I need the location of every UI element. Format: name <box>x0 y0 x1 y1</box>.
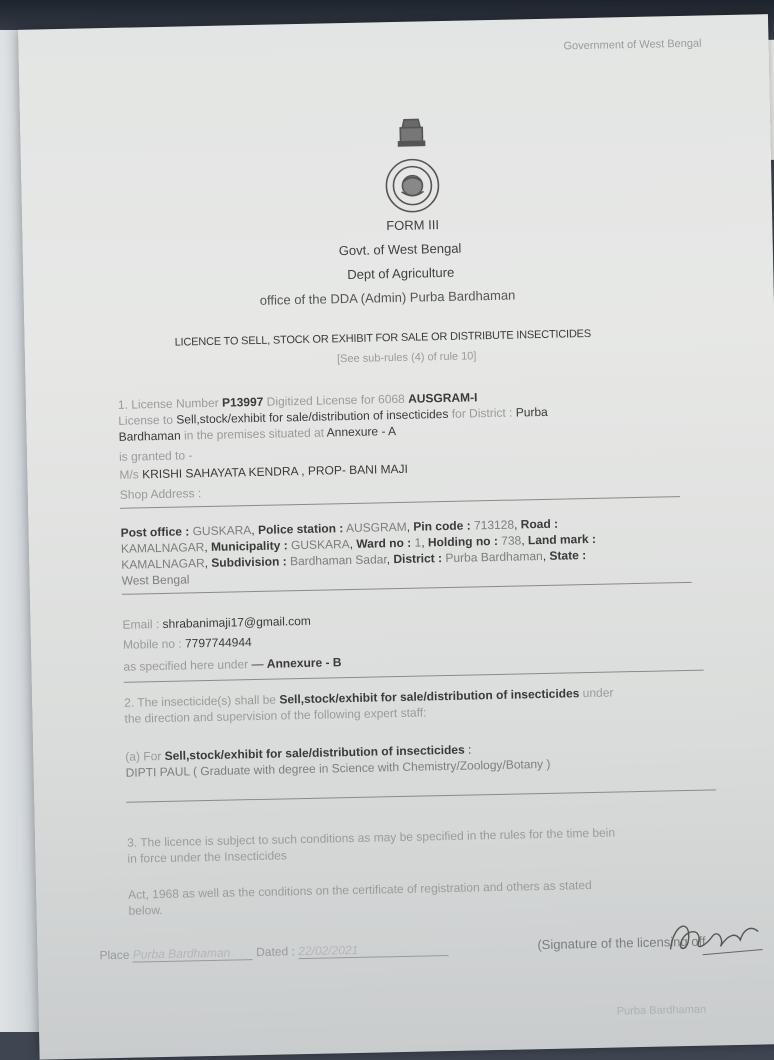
specified-label: as specified here under <box>123 657 249 674</box>
rule-reference: [See sub-rules (4) of rule 10] <box>336 350 477 366</box>
sub-a-activity: Sell,stock/exhibit for sale/distribution of insecticides <box>164 742 465 763</box>
ward-label: Ward no : <box>356 535 412 551</box>
top-faint-text: Government of West Bengal <box>563 37 702 53</box>
office-name: office of the DDA (Admin) Purba Bardhaman <box>259 287 516 308</box>
police-station: AUSGRAM <box>345 519 407 536</box>
divider-line-2 <box>122 582 692 595</box>
place-value: Purba Bardhaman <box>133 945 253 963</box>
road: KAMALNAGAR <box>120 540 205 556</box>
section2-intro: 2. The insecticide(s) shall be <box>124 692 277 710</box>
mobile: 7797744944 <box>184 635 252 651</box>
handwritten-signature-icon <box>662 909 773 961</box>
granted-to-label: is granted to - <box>118 448 193 464</box>
dept-name: Dept of Agriculture <box>347 264 455 283</box>
dated-value: 22/02/2021 <box>298 941 448 959</box>
license-district-label: for District : <box>451 405 513 421</box>
po-label: Post office : <box>120 524 190 540</box>
road-label: Road : <box>520 516 559 532</box>
license-digitized-text: Digitized License for 6068 <box>266 391 405 409</box>
government-emblem-icon <box>378 113 446 224</box>
license-number-label: 1. License Number <box>117 395 219 412</box>
holding-label: Holding no : <box>427 533 499 550</box>
divider-line-4 <box>126 789 716 802</box>
email: shrabanimaji17@gmail.com <box>162 613 311 631</box>
section2-direction: the direction and supervision of the following expert staff: <box>124 705 427 726</box>
holding-no: 738 <box>501 533 522 548</box>
landmark: KAMALNAGAR <box>121 556 205 572</box>
expert-staff-name: DIPTI PAUL <box>125 764 190 780</box>
landmark-label: Land mark : <box>527 531 597 548</box>
govt-name: Govt. of West Bengal <box>338 240 462 259</box>
pin-code: 713128 <box>473 517 515 533</box>
premises-label: in the premises situated at <box>183 425 325 443</box>
licensee-name: KRISHI SAHAYATA KENDRA , PROP- BANI MAJI <box>141 461 409 482</box>
shop-address-label: Shop Address : <box>119 486 202 502</box>
sub-a-colon: : <box>467 742 472 757</box>
district-label: District : <box>393 551 443 567</box>
section3-line3: Act, 1968 as well as the conditions on the certificate of registration and others as stated <box>128 878 592 902</box>
section2-under: under <box>582 685 614 701</box>
annexure-b: Annexure - B <box>266 655 342 671</box>
municipality: GUSKARA <box>290 537 350 553</box>
license-to-label: License to <box>118 412 174 428</box>
state-label: State : <box>549 548 587 563</box>
email-label: Email : <box>122 617 160 632</box>
section2-activity: Sell,stock/exhibit for sale/distribution of insecticides <box>279 686 580 707</box>
licence-title: LICENCE TO SELL, STOCK OR EXHIBIT FOR SALE OR DISTRIBUTE INSECTICIDES <box>174 327 592 349</box>
expert-staff-qualification: ( Graduate with degree in Science with Chemistry/Zoology/Botany ) <box>192 756 551 779</box>
ps-label: Police station : <box>257 521 344 537</box>
place-label: Place <box>99 947 130 963</box>
form-number: FORM III <box>386 217 440 234</box>
licence-document: Government of West Bengal FORM III Govt. of West Bengal Dept of Agriculture office of the DDA (Admin) Purba Bardhaman LICENCE TO SELL, STOCK OR EXHIBIT FOR SALE OR DISTRIBUTE INSECTICIDES [See sub-rules (4) of rule 10] 1. License Number P13997 Digitized License for 6068 AUSGRAM-I License to Sell,stock/exhibit for sale/distribution of insecticides for District : Purba Bardhaman in the premises situated at Annexure - A is granted to - M/s KRISHI SAHAYATA KENDRA , PROP- BANI MAJI Shop Address : Post office : GUSKARA, Police station : AUSGRAM, Pin code : 713128, Road : KAMALNAGAR, Municipality : GUSKARA, Ward no : 1, Holding no : 738, Land mark : KAMALNAGAR, Subdivision : Bardhaman Sadar, District : Purba Bardhaman, State : West Bengal Email : shrabanimaji17@gmail.com Mobile no : 7797744944 as specified here under — Annexure - B 2. The insecticide(s) shall be Sell,stock/exhibit for sale/distribution of insecticides under the direction and supervision of the following expert staff: (a) For Sell,stock/exhibit for sale/distribution of insecticides : DIPTI PAUL ( Graduate with degree in Science with Chemistry/Zoology/Botany ) 3. The licence is subject to such conditions as may be specified in the rules for the time bein in force under the Insecticides Act, 1968 as well as the conditions on the certificate of registration and others as stated below. Place Purba Bardhaman Dated : 22/02/2021 (Signature of the licensing off Purba Bardhaman <box>18 14 774 1059</box>
section3-line4: below. <box>128 903 163 918</box>
mobile-label: Mobile no : <box>122 636 182 652</box>
license-number: P13997 <box>221 394 264 410</box>
pin-label: Pin code : <box>413 518 471 534</box>
muni-label: Municipality : <box>210 538 288 554</box>
annexure-a: Annexure - A <box>326 424 397 440</box>
section3-line1: 3. The licence is subject to such conditions as may be specified in the rules for the time bein <box>126 825 616 850</box>
office-stamp-text: Purba Bardhaman <box>616 1003 707 1018</box>
license-district: Purba <box>515 404 548 420</box>
state: West Bengal <box>121 572 190 588</box>
subdiv-label: Subdivision : <box>211 554 287 570</box>
license-activity: Sell,stock/exhibit for sale/distribution of insecticides <box>176 406 449 427</box>
district: Purba Bardhaman <box>445 548 543 566</box>
license-district-cont: Bardhaman <box>118 428 181 444</box>
sub-a-label: (a) For <box>125 749 162 764</box>
post-office: GUSKARA <box>192 523 252 539</box>
signature-label: (Signature of the licensing off <box>537 933 706 953</box>
licensee-prefix: M/s <box>119 467 139 482</box>
license-block: AUSGRAM-I <box>407 390 478 406</box>
dated-label: Dated : <box>256 944 296 960</box>
subdivision: Bardhaman Sadar <box>289 552 387 569</box>
divider-line <box>120 496 680 509</box>
section3-line2: in force under the Insecticides <box>127 848 287 866</box>
ward-no: 1 <box>414 535 422 550</box>
